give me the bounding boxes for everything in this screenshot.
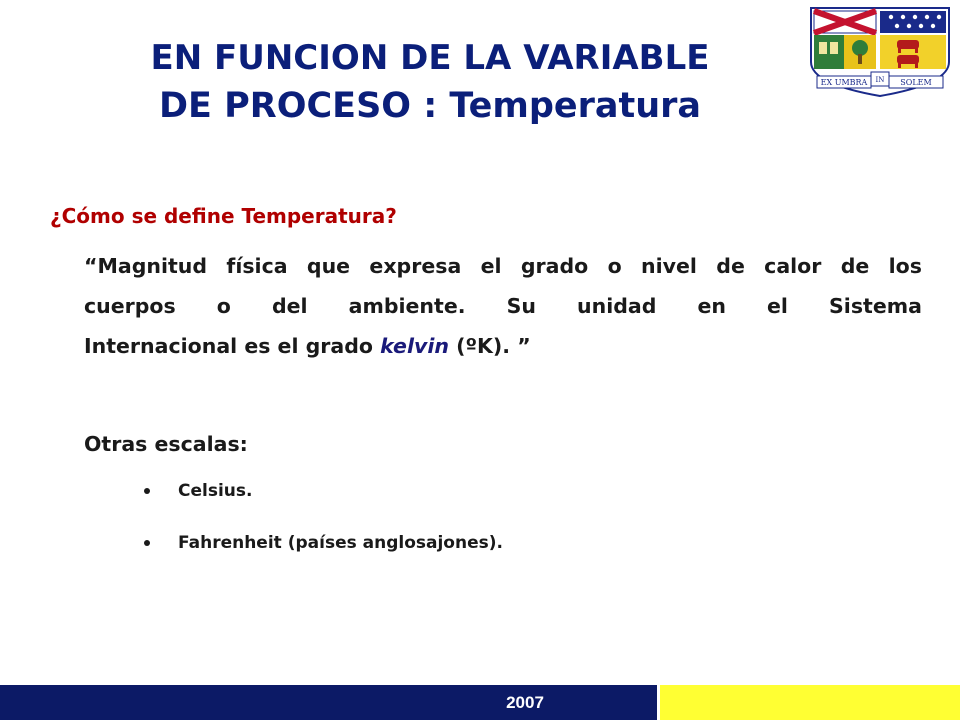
definition-word: de [716, 254, 745, 278]
scale-fahrenheit: Fahrenheit (países anglosajones). [178, 533, 503, 553]
scale-celsius: Celsius. [178, 481, 253, 501]
bullet-icon [144, 540, 150, 546]
definition-word: nivel [641, 254, 697, 278]
crest-motto-center: IN [875, 76, 885, 84]
definition-word: o [216, 294, 231, 318]
definition-word: ambiente. [348, 294, 466, 318]
definition-word: Sistema [829, 294, 922, 318]
slide-title [60, 34, 800, 130]
definition-word: expresa [369, 254, 462, 278]
definition-word: “Magnitud [84, 254, 208, 278]
university-crest-logo [805, 4, 955, 100]
definition-word: el [767, 294, 788, 318]
definition-line3-end: (ºK). ” [448, 334, 531, 358]
temperature-definition [84, 246, 922, 366]
definition-word: en [697, 294, 726, 318]
definition-line-2 [84, 286, 922, 326]
definition-word: o [607, 254, 622, 278]
bullet-icon [144, 488, 150, 494]
definition-line-1 [84, 246, 922, 286]
crest-motto-right: SOLEM [900, 78, 932, 87]
definition-word: de [840, 254, 870, 278]
definition-word: cuerpos [84, 294, 176, 318]
crest-motto-left: EX UMBRA [820, 78, 868, 87]
scales-list [144, 478, 503, 582]
definition-line3-text: Internacional es el grado [84, 334, 381, 358]
definition-word: unidad [577, 294, 657, 318]
other-scales-heading: Otras escalas: [84, 432, 248, 456]
definition-word: calor [764, 254, 822, 278]
list-item [144, 478, 503, 504]
crest-shield-icon [805, 4, 955, 100]
kelvin-term: kelvin [380, 334, 449, 358]
definition-question: ¿Cómo se define Temperatura? [50, 204, 397, 228]
definition-word: grado [520, 254, 589, 278]
list-item [144, 530, 503, 556]
definition-word: Su [506, 294, 536, 318]
slide-title-line2: DE PROCESO : Temperatura [158, 86, 702, 126]
definition-word: que [306, 254, 351, 278]
footer-bar-blue [0, 685, 657, 720]
slide-title-line1: EN FUNCION DE LA VARIABLE [150, 38, 710, 78]
footer-bar-yellow [660, 685, 960, 720]
definition-word: del [271, 294, 308, 318]
footer-year: 2007 [506, 693, 544, 712]
definition-word: los [888, 254, 922, 278]
definition-word: el [480, 254, 502, 278]
definition-word: física [226, 254, 288, 278]
definition-line-3 [84, 326, 922, 366]
